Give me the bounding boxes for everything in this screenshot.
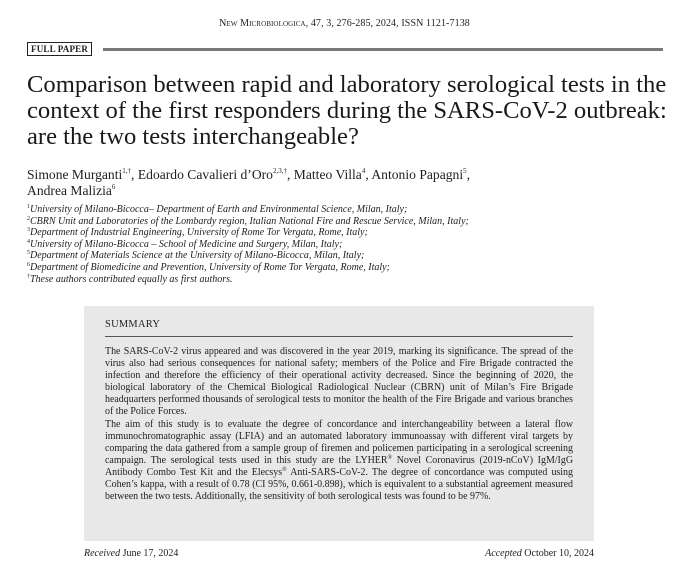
affiliation-mark: 3 — [27, 227, 30, 234]
affiliation-item — [27, 250, 667, 262]
affiliation-mark: 4 — [27, 238, 30, 245]
summary-paragraph: The SARS-CoV-2 virus appeared and was discovered in the year 2019, marking its significance. The spread of the virus also had serious consequences for national safety; members of the Police and Fire Brigade contracted the infection and therefore the efficiency of their operational activity decreased. Since the beginning of 2020, the biological laboratory of the Chemical Biological Radiological Nuclear (CBRN) unit of Milan’s Fire Brigade headquarters performed thousands of serological tests to monitor the health of the Fire Brigade and various branches of the Police Forces. — [105, 346, 573, 418]
affiliation-item — [27, 274, 667, 286]
author-separator: , — [131, 167, 138, 182]
affiliation-list — [27, 204, 667, 285]
author-separator: , — [466, 167, 471, 182]
author-name: Matteo Villa — [293, 167, 362, 182]
section-banner — [27, 42, 663, 58]
author-affil-mark: 1,† — [122, 167, 132, 175]
received-value: June 17, 2024 — [122, 548, 179, 559]
author-name: Edoardo Cavalieri d’Oro — [137, 167, 273, 182]
affiliation-mark: 6 — [27, 261, 30, 268]
accepted-value: October 10, 2024 — [524, 548, 594, 559]
banner-rule — [103, 48, 663, 51]
article-title: Comparison between rapid and laboratory serological tests in the context of the first responders during the SARS-CoV-2 outbreak: are the two tests interchangeable? — [27, 71, 667, 150]
registered-mark: ® — [387, 454, 393, 461]
affiliation-item — [27, 227, 667, 239]
summary-text: Anti-SARS-CoV-2. The degree of concordance was computed using Cohen’s kappa, with a result of 0.78 (CI 95%, 0.661-0.898), which is equivalent to a substantial agreement measured between the two tests. Additionally, the sensitivity of both serological tests was found to be 97%. — [105, 466, 573, 503]
author-name: Antonio Papagni — [371, 167, 464, 182]
affiliation-mark: 5 — [27, 250, 30, 257]
affiliation-text: University of Milano-Bicocca – School of Medicine and Surgery, Milan, Italy; — [30, 238, 343, 250]
affiliation-mark: 2 — [27, 215, 30, 222]
journal-header: New Microbiologica, 47, 3, 276-285, 2024, ISSN 1121-7138 — [219, 18, 470, 29]
author-affil-mark: 2,3,† — [272, 167, 287, 175]
affiliation-mark: † — [27, 273, 30, 280]
affiliation-text: University of Milano-Bicocca– Department of Earth and Environmental Science, Milan, Italy; — [30, 204, 408, 215]
author-name: Simone Murganti — [27, 167, 123, 182]
affiliation-item — [27, 239, 667, 251]
received-date — [84, 548, 178, 559]
affiliation-item — [27, 262, 667, 274]
author-affil-mark: 4 — [361, 167, 366, 175]
summary-text: The aim of this study is to evaluate the degree of concordance and interchangeability between a lateral flow immunochromatographic assay (LFIA) and an automated laboratory immunoassay with different viral targets by comparing the data gathered from a sample group of firemen and policemen participating in a serological screening campaign. The serological tests used in this study are the LYHER — [105, 418, 573, 466]
affiliation-text: Department of Biomedicine and Prevention, University of Rome Tor Vergata, Rome, Italy; — [30, 261, 390, 273]
affiliation-item — [27, 216, 667, 228]
affiliation-mark: 1 — [27, 204, 30, 210]
accepted-label: Accepted — [485, 548, 522, 559]
summary-box — [84, 306, 594, 541]
received-label: Received — [84, 548, 121, 559]
full-paper-badge: FULL PAPER — [27, 42, 92, 56]
author-name: Andrea Malizia — [27, 183, 112, 198]
affiliation-text: These authors contributed equally as first authors. — [30, 273, 233, 285]
author-affil-mark: 6 — [111, 183, 116, 191]
author-affil-mark: 5 — [463, 167, 467, 175]
affiliation-item — [27, 204, 667, 216]
affiliation-text: Department of Materials Science at the University of Milano-Bicocca, Milan, Italy; — [30, 250, 365, 262]
accepted-date — [485, 548, 594, 559]
summary-paragraph — [105, 419, 573, 504]
affiliation-text: Department of Industrial Engineering, University of Rome Tor Vergata, Rome, Italy; — [30, 227, 368, 239]
author-list — [27, 167, 667, 199]
summary-rule — [105, 336, 573, 337]
author-separator: , — [365, 167, 372, 182]
author-separator: , — [286, 167, 294, 182]
affiliation-text: CBRN Unit and Laboratories of the Lombardy region, Italian National Fire and Rescue Service, Milan, Italy; — [30, 215, 469, 227]
summary-text: Novel Coronavirus (2019-nCoV) IgM/IgG Antibody Combo Test Kit and the Elecsys — [105, 454, 573, 478]
registered-mark: ® — [282, 466, 287, 473]
summary-heading: SUMMARY — [105, 319, 161, 330]
summary-body — [105, 346, 573, 503]
